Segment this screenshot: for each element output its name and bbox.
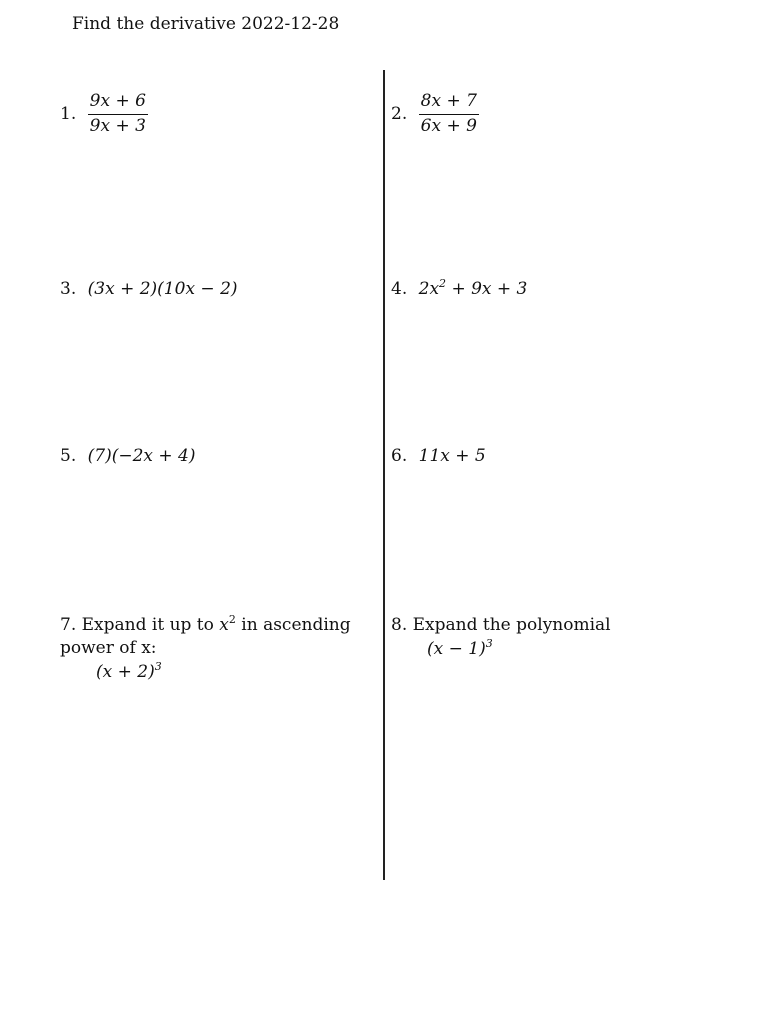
problem-number: 4. [391, 279, 408, 299]
problem-number: 7. [60, 615, 77, 635]
fraction-denominator: 9x + 3 [89, 115, 146, 136]
expression-base: 2x [418, 279, 440, 299]
problem-expression [96, 660, 380, 684]
problem-expression: 11x + 5 [418, 446, 486, 466]
instruction-text-after: in ascending power of x: [60, 615, 351, 658]
problem-6 [391, 446, 486, 466]
column-divider [383, 70, 385, 880]
problem-instruction: Expand the polynomial [412, 615, 611, 635]
problem-2 [391, 92, 479, 136]
problem-5 [60, 446, 196, 466]
problem-7 [60, 614, 380, 684]
fraction-numerator: 9x + 6 [88, 92, 148, 115]
problem-expression: (3x + 2)(10x − 2) [87, 279, 238, 299]
problem-4 [391, 279, 527, 299]
instruction-exponent: 2 [228, 613, 236, 626]
fraction-numerator: 8x + 7 [419, 92, 479, 115]
problem-3 [60, 279, 238, 299]
problem-8 [391, 614, 711, 661]
fraction-denominator: 6x + 9 [420, 115, 477, 136]
expression-base: (x + 2) [96, 662, 155, 682]
expression-base: (x − 1) [427, 639, 486, 659]
instruction-variable: x [219, 615, 229, 635]
expression-exponent: 2 [439, 277, 447, 290]
problem-expression: (7)(−2x + 4) [87, 446, 196, 466]
problem-expression [427, 637, 711, 661]
problem-number: 8. [391, 615, 408, 635]
fraction [419, 92, 479, 136]
expression-rest: + 9x + 3 [446, 279, 528, 299]
problem-number: 5. [60, 446, 77, 466]
expression-exponent: 3 [485, 637, 493, 650]
expression-exponent: 3 [154, 660, 162, 673]
problem-number: 6. [391, 446, 408, 466]
problem-number: 3. [60, 279, 77, 299]
problem-instruction [60, 615, 351, 658]
problem-number: 1. [60, 103, 77, 124]
problem-1 [60, 92, 148, 136]
problem-number: 2. [391, 103, 408, 124]
fraction [88, 92, 148, 136]
page-title: Find the derivative 2022-12-28 [72, 14, 340, 34]
instruction-text-before: Expand it up to [81, 615, 220, 635]
problem-expression [419, 279, 528, 299]
